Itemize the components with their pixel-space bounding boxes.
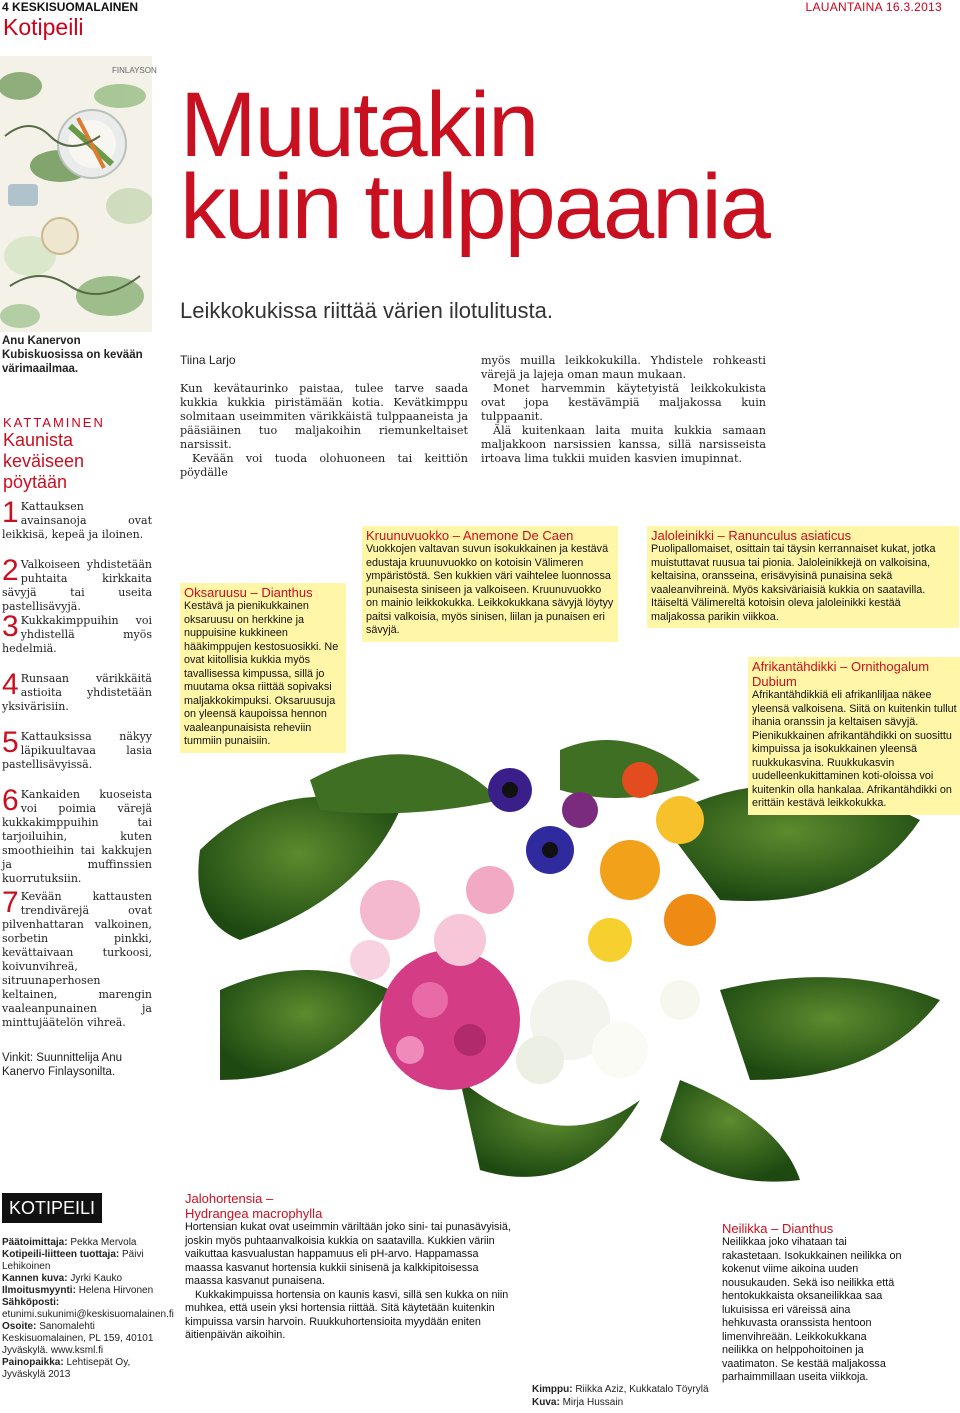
tip-text: Kevään kattausten trendivärejä ovat pilvenhattaran valkoinen, sorbetin pinkki, kevättaivaan turkoosi, koivunvihreä, sitruunaperhosen keltainen, marengin vaaleanpunainen ja minttujäätelön vihreä.: [2, 890, 152, 1029]
imprint-line: [2, 1237, 162, 1249]
photo-credit: [532, 1383, 709, 1409]
callout-title-line-2: Hydrangea macrophylla: [185, 1206, 323, 1221]
tip-item: [2, 726, 152, 772]
article-paragraph: Kevään voi tuoda olohuoneen tai keittiön pöydälle: [180, 452, 468, 479]
callout-text-2: Kukkakimpuissa hortensia on kaunis kasvi, sillä sen kukka on niin muhkea, että usein yksi hortensia riittää. Sitä käytetään kuitenkin kimpuissa varsin harvoin. Ruukkuhortensioita myydään eniten äitienpäivän aikoihin.: [185, 1288, 509, 1341]
imprint-label: Osoite:: [2, 1321, 37, 1332]
subheadline: Leikkokukissa riittää värien ilotulitusta.: [180, 298, 553, 323]
imprint-line: [2, 1321, 162, 1357]
imprint-value: Jyrki Kauko: [70, 1273, 123, 1284]
imprint-label: Kannen kuva:: [2, 1273, 68, 1284]
headline-line-1: Muutakin: [180, 74, 538, 176]
article-paragraph: Älä kuitenkaan laita muita kukkia samaan maljakkoon narsissien kanssa, sillä narsisseista irtoava lima tukkii muiden kasvien imupinnat.: [481, 424, 766, 465]
sidebar-kicker: KATTAMINEN: [3, 415, 105, 430]
publication-name: KESKISUOMALAINEN: [12, 0, 139, 14]
tip-number: 5: [2, 726, 19, 759]
callout-afrikantahdikki: [748, 657, 960, 815]
imprint-line: [2, 1297, 174, 1321]
photo-credit-label: Kimppu:: [532, 1384, 573, 1395]
photo-credit-label: Kuva:: [532, 1397, 560, 1408]
callout-title: Oksaruusu – Dianthus: [184, 585, 313, 600]
callout-text: Hortensian kukat ovat useimmin väriltään joko sini- tai punasävyisiä, joskin myös puhtaanvalkoisia kukkia on saatavilla. Kukkien väriin vaikuttaa kasvualustan happamuus eli pH-arvo. Happamassa maassa kasvanut hortensia kukkii sinisenä ja kalkkipitoisessa maassa kasvanut punaisena.: [185, 1221, 511, 1287]
callout-text: Puolipallomaiset, osittain tai täysin kerrannaiset kukat, jotka muistuttavat ruusua tai pioniа. Jaloleinikkejä on valkoisina, keltaisina, oransseina, erisävyisinä punaisina sekä vaaleanvihreinä. Myös kaksiväriaisiä kukkia on saatavilla. Itäiseltä Välimereltä kotoisin oleva jaloleinikki kestää maljakossa parikin viikkoa.: [651, 543, 936, 623]
callout-text: Vuokkojen valtavan suvun isokukkainen ja kestävä edustaja kruunuvuokko on kotoisin Välimeren ympäristöstä. Sen kukkien väri vaihtelee luonnossa punaisesta siniseen ja valkoiseen. Kruunuvuokko on mainio leikkokukka. Leikkokukkana sävyjä löytyy paitsi valkoisia, myös sinisen, liilan ja punaisen eri sävyjä.: [366, 543, 614, 636]
image-credit: FINLAYSON: [112, 66, 157, 75]
callout-title-line-1: Jalohortensia –: [185, 1191, 274, 1206]
callout-jaloleinikki: [647, 526, 959, 628]
imprint-value: Pekka Mervola: [70, 1237, 137, 1248]
article-paragraph: Kun kevätaurinko paistaa, tulee tarve saada kukkia kukkia piristämään kotia. Kevätkimppu solmitaan useimmiten värikkäistä tulppaaneista ja pääsiäinen tuo maljakoihin riemunkeltaiset narsissit.: [180, 382, 468, 451]
page-number: 4: [2, 0, 9, 14]
tip-text: Kankaiden kuoseista voi poimia värejä kukkakimppuihin tai tarjoiluihin, kuten smoothieihin tai kakkujen ja muffinssien kuorrutuksiin.: [2, 788, 152, 885]
imprint-line: [2, 1285, 162, 1297]
fabric-pattern-illustration: [0, 56, 152, 332]
tip-item: [2, 496, 152, 542]
tip-item: [2, 784, 152, 886]
tip-text: Valkoiseen yhdistetään puhtaita kirkkaita sävyjä tai useita pastellisävyjä.: [2, 558, 152, 613]
tip-item: [2, 610, 152, 656]
callout-title: Kruunuvuokko – Anemone De Caen: [366, 528, 574, 543]
article-paragraph: Monet harvemmin käytetyistä leikkokukista ovat jopa kestävämpiä maljakossa kuin tulppaanit.: [481, 382, 766, 423]
tip-number: 4: [2, 668, 19, 701]
imprint-label: Päätoimittaja:: [2, 1237, 68, 1248]
tip-item: [2, 554, 152, 614]
imprint-value: Sanomalehti Keskisuomalainen, PL 159, 40101 Jyväskylä. www.ksml.fi: [2, 1321, 154, 1356]
imprint: [2, 1237, 174, 1381]
imprint-line: [2, 1273, 162, 1285]
tips-credit: Vinkit: Suunnittelija Anu Kanervo Finlaysonilta.: [2, 1052, 122, 1078]
byline: Tiina Larjo: [180, 353, 236, 367]
page-header-left: [2, 0, 138, 14]
tip-number: 7: [2, 886, 19, 919]
tip-text: Kukkakimppuihin voi yhdistellä myös hedelmiä.: [2, 614, 152, 655]
imprint-label: Ilmoitusmyynti:: [2, 1285, 76, 1296]
imprint-label: Kotipeili-liitteen tuottaja:: [2, 1249, 120, 1260]
imprint-label: Painopaikka:: [2, 1357, 64, 1368]
photo-credit-line: [532, 1396, 709, 1409]
callout-title: [185, 1191, 513, 1221]
imprint-line: [2, 1357, 162, 1381]
headline: [180, 74, 900, 258]
tip-text: Runsaan värikkäitä astioita yhdistetään yksivärisiin.: [2, 672, 152, 713]
tip-number: 2: [2, 554, 19, 587]
image-caption: Anu Kanervon Kubiskuosissa on kevään värimaailmaa.: [2, 335, 143, 375]
callout-oksaruusu: [180, 583, 346, 753]
white-flowers: [516, 980, 700, 1084]
issue-date: LAUANTAINA 16.3.2013: [805, 0, 942, 14]
article-column-1: [180, 382, 468, 480]
tip-number: 1: [2, 496, 19, 529]
callout-title: Afrikantähdikki – Ornithogalum Dubium: [752, 659, 930, 689]
callout-kruunuvuokko: [362, 526, 618, 642]
imprint-line: [2, 1249, 162, 1273]
tip-number: 6: [2, 784, 19, 817]
tip-number: 3: [2, 610, 19, 643]
callout-neilikka: [722, 1221, 902, 1385]
kotipeili-masthead: KOTIPEILI: [2, 1193, 102, 1223]
imprint-value: Päivi Lehikoinen: [2, 1249, 144, 1272]
photo-credit-value: Riikka Aziz, Kukkatalo Töyrylä: [575, 1384, 709, 1395]
article-column-2: [481, 354, 766, 466]
photo-credit-line: [532, 1383, 709, 1396]
callout-text: Kestävä ja pienikukkainen oksaruusu on herkkine ja nuppuisine kukkineen hääkimppujen kestosuosikki. Ne ovat kiitollisia kukkia myös tavallisessa kimpussa, sillä jo muutama oksa riittää sopivaksi maljakkokimpuksi. Oksaruusuja on yleensä kaupoissa hennon vaaleanpunaisista reheviin tummiin punaisiin.: [184, 600, 339, 747]
tip-item: [2, 668, 152, 714]
headline-line-2: kuin tulppaania: [180, 156, 769, 258]
callout-title: Jaloleinikki – Ranunculus asiaticus: [651, 528, 852, 543]
imprint-label: Sähköposti:: [2, 1297, 60, 1308]
kubis-table-setting-image: [0, 56, 152, 332]
callout-jalohortensia: [185, 1191, 513, 1343]
tip-text: Kattauksissa näkyy läpikuultavaa lasia pastellisävyissä.: [2, 730, 152, 771]
tip-item: [2, 886, 152, 1030]
photo-credit-value: Mirja Hussain: [562, 1397, 624, 1408]
imprint-value: etunimi.sukunimi@keskisuomalainen.fi: [2, 1309, 174, 1320]
imprint-value: Helena Hirvonen: [78, 1285, 154, 1296]
hydrangea: [380, 950, 520, 1090]
article-paragraph: myös muilla leikkokukilla. Yhdistele rohkeasti värejä ja lajeja oman maun mukaan.: [481, 354, 766, 381]
callout-text: Afrikantähdikkiä eli afrikanliljaa näkee yleensä valkoisena. Siitä on kuitenkin tullut ihania oranssin ja keltaisen sävyjä. Pienikukkainen afrikantähdikki on suosittu kimpuissa ja isokukkainen yleensä ruukkukasvina. Ruukkukasvin uudelleenkukittaminen koti-oloissa voi kuitenkin olla hankalaa. Afrikantähdikki on erittäin kestävä leikkokukka.: [752, 689, 957, 809]
callout-text: Neilikkaa joko vihataan tai rakastetaan. Isokukkainen neilikka on kokenut viime aikoina uuden nousukauden. Sekä iso neilikka että hentokukkaista oksaneilikkaa saa lukuisissa eri väreissä aina hehkuvasta oranssista hentoon limenvihreään. Leikkokukkana neilikka on helppohoitoinen ja vaatimaton. Se kestää maljakossa parhaimmillaan useita viikkoja.: [722, 1236, 902, 1383]
imprint-value: Lehtisepät Oy, Jyväskylä 2013: [2, 1357, 131, 1380]
tip-text: Kattauksen avainsanoja ovat leikkisä, kepeä ja iloinen.: [2, 500, 152, 541]
sidebar-title: Kaunista keväiseen pöytään: [3, 430, 85, 492]
callout-title: Neilikka – Dianthus: [722, 1221, 834, 1236]
section-name: Kotipeili: [3, 14, 84, 40]
